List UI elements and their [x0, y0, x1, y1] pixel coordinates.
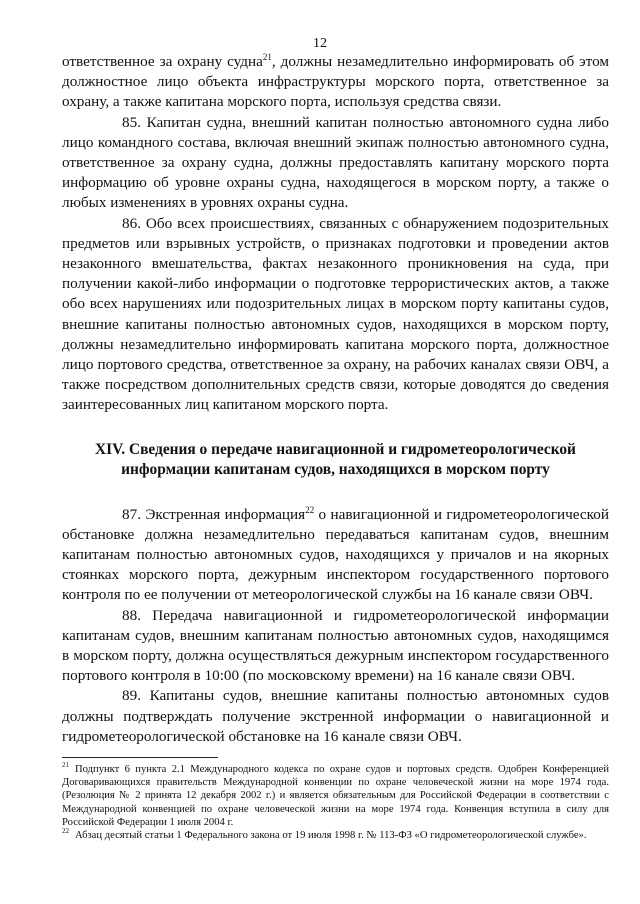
footnotes	[62, 763, 609, 842]
continuation-text-start: ответственное за охрану судна	[62, 53, 263, 70]
continuation-text-end: , должны незамедлительно информировать об этом должностное лицо объекта инфраструктуры морского порта, ответственное за охрану, а также капитана морского порта, используя средства связи.	[62, 53, 610, 111]
section-heading	[62, 440, 609, 480]
footnote-22	[62, 829, 609, 842]
paragraph-87-end: о навигационной и гидрометеорологической обстановке должна незамедлительно передаваться капитанам судов, внешним капитанам полностью автономных судов, находящихся у причалов и на якорных стоянках морского порта, дежурным инспектором государственного портового контроля по ее получении от метеорологической службы на 16 канале связи ОВЧ.	[62, 505, 610, 604]
continuation-paragraph	[62, 52, 609, 113]
paragraph-89: 89. Капитаны судов, внешние капитаны полностью автономных судов должны подтверждать получение экстренной информации о навигационной и гидрометеорологической обстановке на 16 канале связи ОВЧ.	[62, 687, 609, 745]
section-heading-line-1: XIV. Сведения о передаче навигационной и гидрометеорологической	[95, 440, 576, 458]
paragraph-87	[62, 505, 609, 606]
paragraph-88: 88. Передача навигационной и гидрометеорологической информации капитанам судов, внешним капитанам полностью автономных судов, находящимся в морском порту, должна осуществляться дежурным инспектором государственного портового контроля в 10:00 (по московскому времени) на 16 канале связи ОВЧ.	[62, 606, 609, 685]
page-number: 12	[313, 36, 327, 51]
footnote-ref-21[interactable]: 21	[262, 51, 272, 62]
footnote-21-text: Подпункт 6 пункта 2.1 Международного кодекса по охране судов и портовых средств. Одобрен Конференцией Договаривающихся правительств Международной конвенции по охране человеческой жизни на море 1974 года. (Резолюция № 2 принята 12 декабря 2002 г.) и является обязательным для Российской Федерации в соответствии с Международной конвенцией по охране человеческой жизни на море 1974 года. Конвенция вступила в силу для Российской Федерации 1 июля 2004 г.	[62, 764, 609, 828]
section-heading-line-2: информации капитанам судов, находящихся в морском порту	[121, 460, 550, 478]
footnote-separator	[62, 757, 218, 758]
paragraph-86: 86. Обо всех происшествиях, связанных с обнаружением подозрительных предметов или взрывных устройств, о признаках подготовки и проведении актов незаконного вмешательства, фактах незаконного проникновения на суда, при получении какой-либо информации о подготовке террористических актов, а также обо всех нарушениях или подозрительных лицах в морском порту капитаны судов, внешние капитаны полностью автономных судов, находящихся в морском порту, должны незамедлительно информировать капитана морского порта, должностное лицо портового средства, ответственное за охрану, на рабочих каналах связи ОВЧ, а также посредством дополнительных средств связи, которые доводятся до сведения заинтересованных лиц капитаном морского порта.	[62, 214, 609, 414]
footnote-ref-22[interactable]: 22	[305, 504, 315, 515]
paragraph-87-start: 87. Экстренная информация	[122, 505, 306, 523]
footnote-21	[62, 763, 609, 829]
footnote-22-mark: 22	[62, 827, 69, 836]
footnote-21-mark: 21	[62, 761, 69, 770]
footnote-22-text: Абзац десятый статьи 1 Федерального закона от 19 июля 1998 г. № 113-ФЗ «О гидрометеорологической службе».	[75, 830, 587, 842]
document-body	[62, 52, 609, 747]
paragraph-85: 85. Капитан судна, внешний капитан полностью автономного судна либо лицо командного состава, включая внешний экипаж полностью автономного судна, ответственное за охрану судна, должны предоставлять капитану морского порта информацию об уровне охраны судна, находящегося в морском порту, а также о любых изменениях в уровнях охраны судна.	[62, 113, 609, 212]
